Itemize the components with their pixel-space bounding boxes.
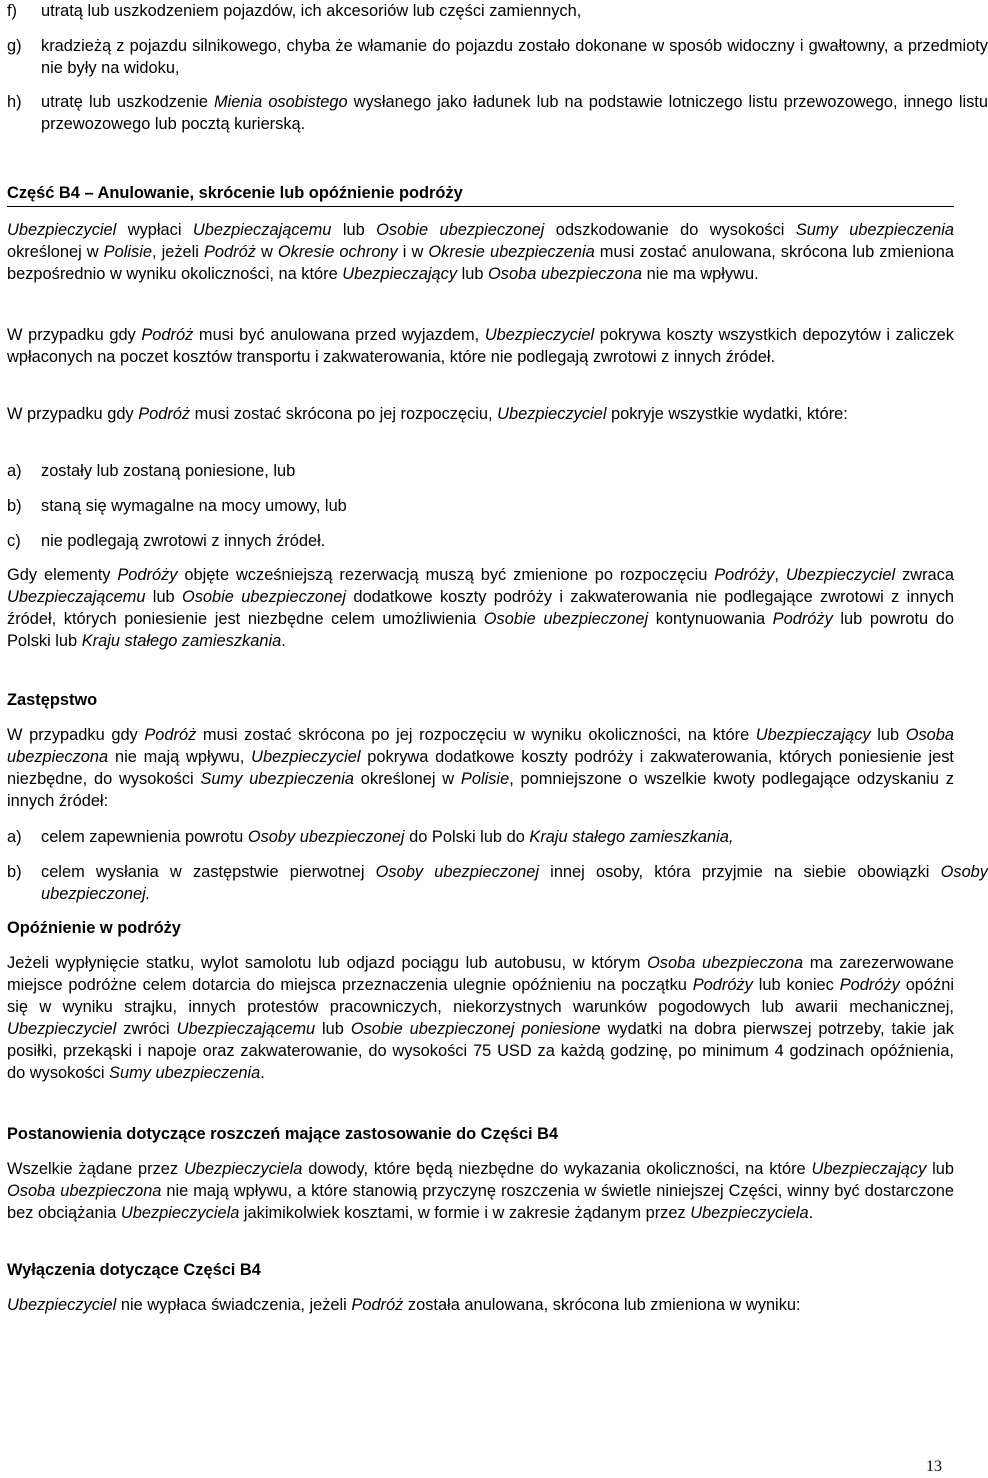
italic-term: Podróż	[141, 326, 194, 344]
italic-term: Podróży	[839, 976, 900, 994]
text-run: dowody, które będą niezbędne do wykazania okoliczności, na które	[302, 1160, 812, 1178]
italic-term: Ubezpieczyciela	[183, 1160, 303, 1178]
text-run: określonej w	[353, 770, 461, 788]
text-run: kontynuowania	[648, 610, 773, 628]
zastepstwo-paragraph	[7, 724, 954, 812]
list-marker: h)	[7, 93, 22, 111]
list-marker: b)	[7, 497, 22, 515]
text-run: wysłanego jako ładunek lub na podstawie lotniczego listu przewozowego, innego listu przewozowego lub pocztą kurierską.	[41, 93, 988, 133]
italic-term: Ubezpieczającemu	[176, 1020, 316, 1038]
text-run: W przypadku gdy	[7, 405, 139, 423]
text-run: i w	[397, 243, 429, 261]
b4-paragraph-4	[7, 564, 954, 652]
italic-term: Ubezpieczyciel	[785, 566, 896, 584]
text-run: .	[281, 632, 286, 650]
italic-term: Ubezpieczyciel	[484, 326, 595, 344]
text-run: została anulowana, skrócona lub zmieniona w wyniku:	[403, 1296, 801, 1314]
text-run: musi być anulowana przed wyjazdem,	[193, 326, 485, 344]
italic-term: Osoby ubezpieczonej.	[41, 863, 988, 903]
list-item-text	[41, 863, 988, 903]
text-run: lub koniec	[752, 976, 840, 994]
italic-term: Ubezpieczyciel	[497, 405, 607, 423]
b4-paragraph-2	[7, 324, 954, 368]
text-run: Jeżeli wypłynięcie statku, wylot samolotu lub odjazd pociągu lub autobusu, w którym	[7, 954, 648, 972]
list-item-text	[41, 2, 581, 20]
italic-term: Podróż	[144, 726, 197, 744]
text-run: odszkodowanie do wysokości	[544, 221, 796, 239]
italic-term: Kraju stałego zamieszkania	[81, 632, 282, 650]
text-run: kradzieżą z pojazdu silnikowego, chyba że włamanie do pojazdu zostało dokonane w sposób widoczny i gwałtowny, a przedmioty nie były na widoku,	[41, 37, 988, 77]
italic-term: Ubezpieczyciela	[690, 1204, 809, 1222]
italic-term: Osoba ubezpieczona	[488, 265, 643, 283]
text-run: lub	[331, 221, 377, 239]
list-item-text: staną się wymagalne na mocy umowy, lub	[41, 497, 347, 515]
list-item-b	[7, 495, 988, 517]
text-run: określonej w	[7, 243, 104, 261]
text-run: zwróci	[116, 1020, 177, 1038]
italic-term: Podróż	[351, 1296, 404, 1314]
b4-paragraph-1	[7, 219, 954, 285]
list-item-text: nie podlegają zwrotowi z innych źródeł.	[41, 532, 326, 550]
text-run: musi zostać skrócona po jej rozpoczęciu w wyniku okoliczności, na które	[196, 726, 756, 744]
text-run: w	[255, 243, 278, 261]
italic-term: Osoby ubezpieczonej	[247, 828, 405, 846]
italic-term: Osobie ubezpieczonej	[483, 610, 649, 628]
text-run: Wszelkie żądane przez	[7, 1160, 184, 1178]
text-run: ,	[774, 566, 786, 584]
list-marker: c)	[7, 532, 21, 550]
opoznienie-paragraph	[7, 952, 954, 1084]
text-run: pokrywa dodatkowe koszty podróży i zakwaterowania, których poniesienie jest niezbędne, do wysokości	[7, 748, 954, 788]
heading-zastepstwo: Zastępstwo	[7, 691, 98, 709]
text-run: .	[808, 1204, 814, 1222]
italic-term: Osobie ubezpieczonej	[181, 588, 347, 606]
text-run: utratą lub uszkodzeniem pojazdów, ich akcesoriów lub części zamiennych,	[41, 2, 582, 20]
italic-term: Podróży	[772, 610, 833, 628]
text-run: W przypadku gdy	[7, 726, 145, 744]
text-run: pokrywa koszty wszystkich depozytów i zaliczek wpłaconych na poczet kosztów transportu i zakwaterowania, które nie podlegają zwrotowi z innych źródeł.	[7, 326, 954, 366]
list-item-text	[41, 828, 733, 846]
b4-paragraph-3	[7, 403, 954, 425]
text-run: objęte wcześniejszą rezerwacją muszą być zmienione po rozpoczęciu	[177, 566, 715, 584]
italic-term: Osoba ubezpieczona	[7, 1182, 162, 1200]
postanowienia-paragraph	[7, 1158, 954, 1224]
text-run: .	[260, 1064, 265, 1082]
italic-term: Mienia osobistego	[214, 93, 348, 111]
italic-term: Podróż	[204, 243, 256, 261]
list-item-h	[7, 91, 988, 135]
text-run: musi zostać anulowana, skrócona lub zmieniona bezpośrednio w wyniku okoliczności, na które	[7, 243, 955, 283]
text-run: innej osoby, która przyjmie na siebie obowiązki	[539, 863, 941, 881]
italic-term: Ubezpieczyciel	[251, 748, 361, 766]
text-run: celem zapewnienia powrotu	[41, 828, 248, 846]
italic-term: Sumy ubezpieczenia	[109, 1064, 261, 1082]
text-run: pokryje wszystkie wydatki, które:	[606, 405, 848, 423]
text-run: do Polski lub do	[404, 828, 530, 846]
italic-term: Ubezpieczającemu	[192, 221, 332, 239]
heading-opoznienie: Opóźnienie w podróży	[7, 919, 181, 937]
list-item-f	[7, 0, 988, 22]
text-run: W przypadku gdy	[7, 326, 142, 344]
text-run: nie wypłaca świadczenia, jeżeli	[116, 1296, 352, 1314]
text-run: lub	[315, 1020, 351, 1038]
list-marker: f)	[7, 2, 18, 20]
text-run: , jeżeli	[151, 243, 204, 261]
text-run: wydatki na dobra pierwszej potrzeby, takie jak posiłki, przekąski i napoje oraz zakwaterowanie, do wysokości 75 USD za każdą godzinę, po minimum 4 godzinach opóźnienia, do wysokości	[7, 1020, 954, 1082]
italic-term: Polisie	[103, 243, 152, 261]
italic-term: Osobie ubezpieczonej	[376, 221, 545, 239]
list-item-text: zostały lub zostaną poniesione, lub	[41, 462, 296, 480]
italic-term: Kraju stałego zamieszkania,	[529, 828, 734, 846]
text-run: lub	[870, 726, 906, 744]
heading-wylaczenia: Wyłączenia dotyczące Części B4	[7, 1261, 261, 1279]
section-heading-b4: Część B4 – Anulowanie, skrócenie lub opóźnienie podróży	[7, 182, 954, 207]
italic-term: Ubezpieczyciela	[120, 1204, 240, 1222]
list-item-text	[41, 37, 988, 77]
text-run: musi zostać skrócona po jej rozpoczęciu,	[190, 405, 498, 423]
zastepstwo-list-item-a	[7, 826, 988, 848]
text-run: nie ma wpływu.	[642, 265, 759, 283]
heading-postanowienia: Postanowienia dotyczące roszczeń mające zastosowanie do Części B4	[7, 1125, 559, 1143]
text-run: nie mają wpływu,	[108, 748, 252, 766]
list-marker: b)	[7, 863, 22, 881]
text-run: celem wysłania w zastępstwie pierwotnej	[41, 863, 376, 881]
zastepstwo-list-item-b	[7, 861, 988, 905]
text-run: nie mają wpływu, a które stanowią przyczynę roszczenia w świetle niniejszej Części, winny być dostarczone bez obciążania	[7, 1182, 955, 1222]
text-run: jakimikolwiek kosztami, w formie i w zakresie żądanym przez	[239, 1204, 691, 1222]
list-item-a	[7, 460, 988, 482]
italic-term: Osobie ubezpieczonej poniesione	[350, 1020, 601, 1038]
text-run: lub	[457, 265, 489, 283]
italic-term: Ubezpieczyciel	[7, 1296, 117, 1314]
italic-term: Osoba ubezpieczona	[7, 726, 954, 766]
text-run: utratę lub uszkodzenie	[41, 93, 214, 111]
italic-term: Sumy ubezpieczenia	[200, 770, 354, 788]
text-run: zwraca	[895, 566, 954, 584]
italic-term: Sumy ubezpieczenia	[795, 221, 954, 239]
text-run: ma zarezerwowane miejsce podróżne celem dotarcia do miejsca przeznaczenia ulegnie opóźnieniu na początku	[7, 954, 955, 994]
italic-term: Ubezpieczyciel	[7, 221, 117, 239]
italic-term: Podróż	[138, 405, 191, 423]
wylaczenia-paragraph	[7, 1294, 954, 1316]
italic-term: Osoby ubezpieczonej	[375, 863, 539, 881]
text-run: , pomniejszone o wszelkie kwoty podlegające odzyskaniu z innych źródeł:	[7, 770, 954, 810]
list-item-text	[41, 93, 988, 133]
italic-term: Okresie ochrony	[277, 243, 398, 261]
text-run: lub	[145, 588, 182, 606]
text-run: Gdy elementy	[7, 566, 118, 584]
list-marker: a)	[7, 462, 22, 480]
list-item-g	[7, 35, 988, 79]
list-item-c	[7, 530, 988, 552]
italic-term: Osoba ubezpieczona	[647, 954, 804, 972]
text-run: dodatkowe koszty podróży i zakwaterowania nie podlegające zwrotowi z innych źródeł, których poniesienie jest niezbędne celem umożliwienia	[7, 588, 954, 628]
italic-term: Polisie	[460, 770, 510, 788]
italic-term: Ubezpieczający	[755, 726, 871, 744]
italic-term: Podróży	[117, 566, 178, 584]
italic-term: Ubezpieczający	[342, 265, 458, 283]
italic-term: Ubezpieczający	[811, 1160, 927, 1178]
list-marker: a)	[7, 828, 22, 846]
italic-term: Podróży	[692, 976, 753, 994]
italic-term: Okresie ubezpieczenia	[428, 243, 595, 261]
text-run: opóźni się w wyniku strajku, innych protestów pracowniczych, niekorzystnych warunków pogodowych lub awarii mechanicznej,	[7, 976, 954, 1016]
italic-term: Ubezpieczającemu	[7, 588, 146, 606]
text-run: lub powrotu do Polski lub	[7, 610, 954, 650]
page-number: 13	[926, 1458, 942, 1475]
text-run: wypłaci	[116, 221, 193, 239]
italic-term: Ubezpieczyciel	[7, 1020, 117, 1038]
text-run: lub	[926, 1160, 954, 1178]
list-marker: g)	[7, 37, 22, 55]
italic-term: Podróży	[714, 566, 775, 584]
